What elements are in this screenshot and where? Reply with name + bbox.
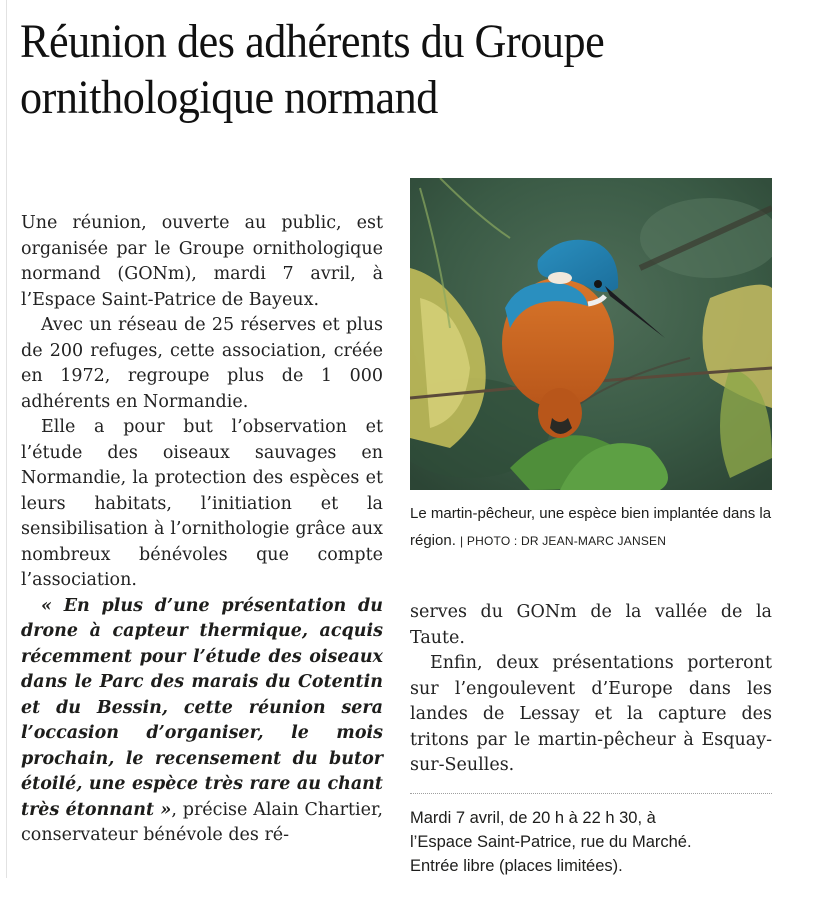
article-column-right (410, 600, 772, 779)
quote-text: « En plus d’une présentation du drone à capteur thermique, acquis récemment pour l’étude des oiseaux dans le Parc des marais du Cotentin et du Bessin, cette réunion sera l’occasion d’organiser, le mois prochain, le recensement du butor étoilé, une espèce très rare au chant très étonnant » (21, 595, 383, 820)
caption-text: Le martin-pêcheur, une espèce bien implantée dans la région. (410, 505, 772, 549)
photo-credit: | PHOTO : DR JEAN-MARC JANSEN (460, 534, 667, 548)
event-location: l’Espace Saint-Patrice, rue du Marché. (410, 833, 692, 851)
event-info-box (410, 806, 780, 878)
dotted-separator (410, 793, 772, 794)
paragraph-intro: Une réunion, ouverte au public, est organisée par le Groupe ornithologique normand (GONm), mardi 7 avril, à l’Espace Saint-Patrice de Bayeux. (21, 213, 383, 310)
article-column-left (21, 211, 383, 849)
paragraph-closing: Enfin, deux présentations porteront sur l’engoulevent d’Europe dans les landes de Lessay et la capture des tritons par le martin-pêcheur à Esquay-sur-Seulles. (410, 653, 772, 775)
event-date-time: Mardi 7 avril, de 20 h à 22 h 30, à (410, 809, 656, 827)
photo-caption (410, 500, 772, 555)
event-admission: Entrée libre (places limitées). (410, 857, 623, 875)
page-margin-rule (6, 0, 7, 878)
paragraph-quote (21, 594, 383, 849)
paragraph-mission: Elle a pour but l’observation et l’étude des oiseaux sauvages en Normandie, la protection des espèces et leurs habitats, l’initiation et la sensibilisation à l’ornithologie grâce aux nombreux bénévoles que compte l’association. (21, 417, 383, 590)
kingfisher-photo (410, 178, 772, 490)
quote-attribution: , précise Alain Chartier, conservateur bénévole des ré- (21, 799, 383, 845)
headline: Réunion des adhérents du Groupe ornithologique normand (20, 15, 605, 124)
quote-attribution-continued: serves du GONm de la vallée de la Taute. (410, 602, 772, 648)
kingfisher-image-icon (410, 178, 772, 490)
paragraph-network: Avec un réseau de 25 réserves et plus de 200 refuges, cette association, créée en 1972, regroupe plus de 1 000 adhérents en Normandie. (21, 315, 383, 412)
